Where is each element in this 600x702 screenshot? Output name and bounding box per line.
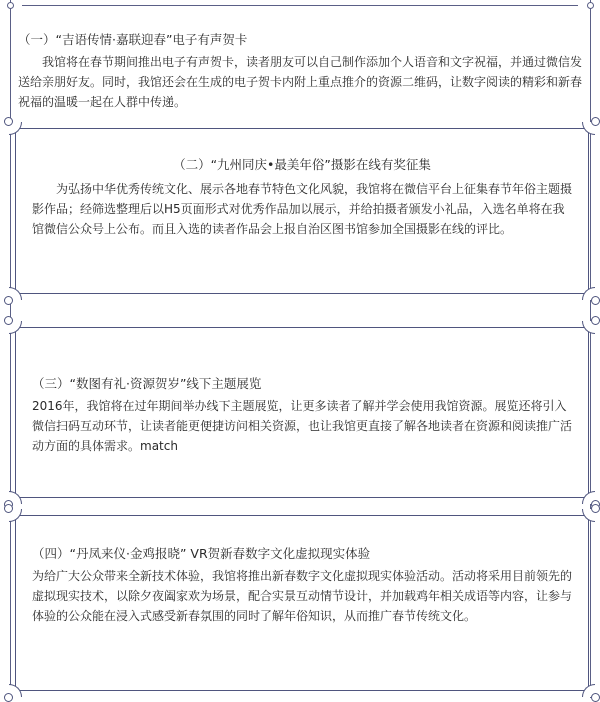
curl-ornament — [591, 117, 600, 126]
section-2-panel — [15, 128, 589, 294]
curl-ornament — [591, 296, 600, 305]
frame-line-top — [22, 5, 578, 6]
frame-ornament — [7, 2, 14, 9]
section-2-body: 为弘扬中华优秀传统文化、展示各地春节特色文化风貌，我馆将在微信平台上征集春节年俗主题摄影作品；经筛选整理后以H5页面形式对优秀作品加以展示，并给拍摄者颁发小礼品，入选名单将在我馆微信公众号上公布。而且入选的读者作品会上报自治区图书馆参加全国摄影在线的评比。 — [32, 182, 573, 236]
section-1-body: 我馆将在春节期间推出电子有声贺卡，读者朋友可以自己制作添加个人语音和文字祝福，并通过微信发送给亲朋好友。同时，我馆还会在生成的电子贺卡内附上重点推介的资源二维码，让数字阅读的精彩和新春祝福的温暖一起在人群中传递。 — [18, 55, 583, 109]
curl-ornament — [4, 316, 13, 325]
section-3-body: 2016年，我馆将在过年期间举办线下主题展览，让更多读者了解并学会使用我馆资源。展览还将引入微信扫码互动环节，让读者能更便捷访问相关资源，也让我馆更直接了解各地读者在资源和阅读推广活动方面的具体需求。match — [32, 399, 573, 453]
section-1 — [18, 30, 584, 112]
frame-ornament — [587, 2, 594, 9]
curl-ornament — [4, 117, 13, 126]
section-2-heading: （二）“九州同庆•最美年俗”摄影在线有奖征集 — [173, 157, 431, 172]
section-4-panel — [15, 515, 589, 691]
curl-ornament — [591, 504, 600, 513]
section-1-heading: （一）“吉语传情·嘉联迎春”电子有声贺卡 — [18, 32, 248, 47]
frame-line-right — [590, 0, 591, 698]
curl-ornament — [4, 504, 13, 513]
section-4-heading: （四）“丹凤来仪·金鸡报晓” VR贺新春数字文化虚拟现实体验 — [32, 546, 371, 561]
curl-ornament — [4, 296, 13, 305]
section-3-panel — [15, 327, 589, 498]
frame-line-left — [10, 0, 11, 698]
curl-ornament — [591, 316, 600, 325]
section-4-body: 为给广大公众带来全新技术体验，我馆将推出新春数字文化虚拟现实体验活动。活动将采用目前领先的虚拟现实技术，以除夕夜阖家欢为场景，配合实景互动情节设计，并加载鸡年相关成语等内容，让参与体验的公众能在浸入式感受新春氛围的同时了解年俗知识，从而推广春节传统文化。 — [32, 569, 573, 623]
section-3-heading: （三）“数图有礼·资源贺岁”线下主题展览 — [32, 376, 262, 391]
